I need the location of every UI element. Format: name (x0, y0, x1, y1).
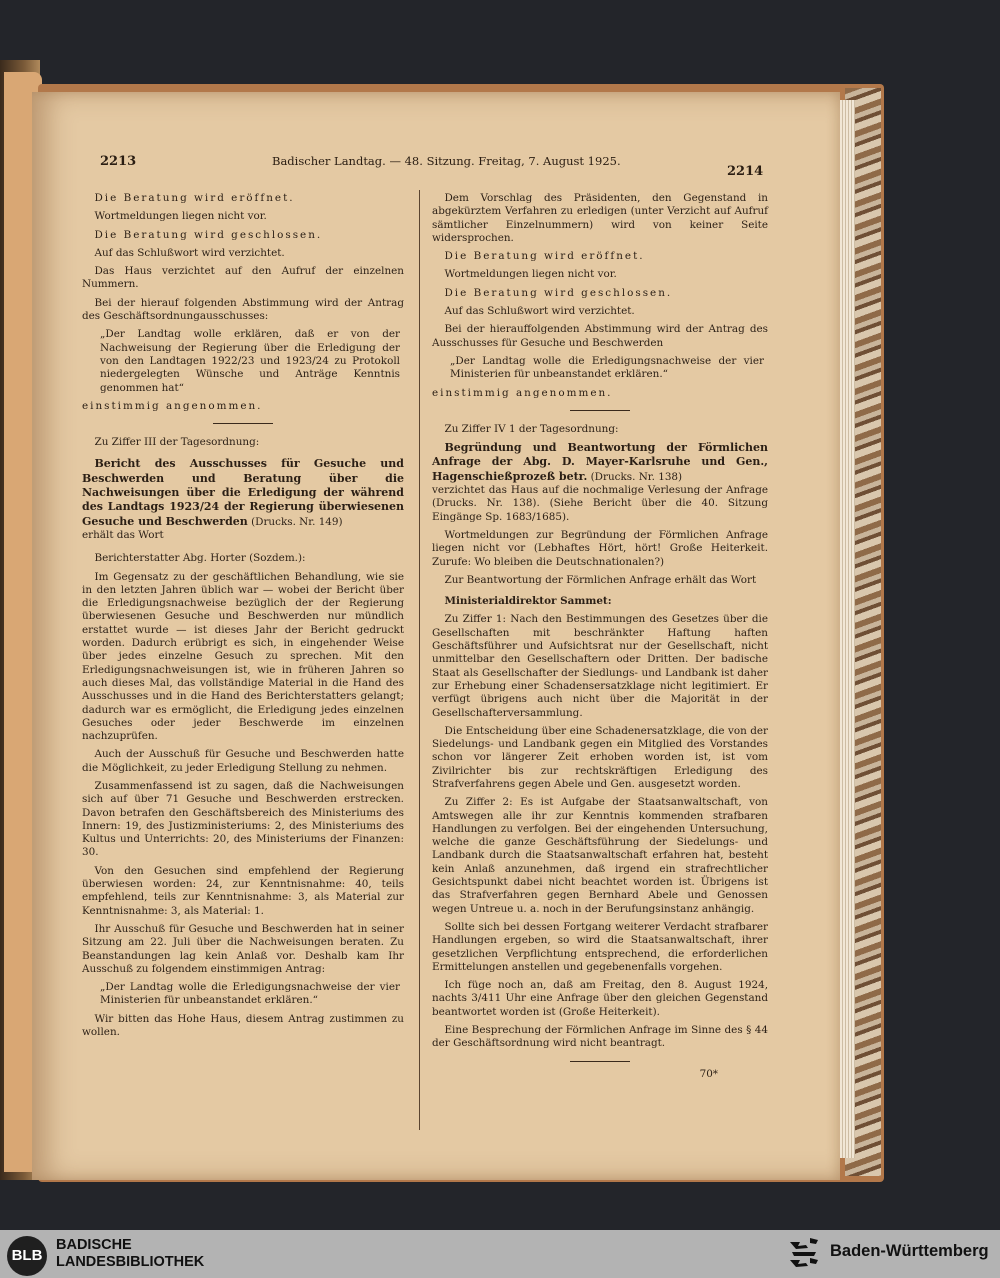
sheet-signature: 70* (699, 1067, 718, 1080)
quoted-motion: „Der Landtag wolle erklären, daß er von der Nachweisung der Regierung über die Erledigung der von den Landtagen 1922/23 und 1923/24 zu Protokoll niedergelegten Wünsche und Anträge Kenntnis genommen hat“ (100, 328, 400, 394)
text-paragraph: einstimmig angenommen. (432, 386, 613, 399)
text-paragraph: Die Beratung wird eröffnet. (444, 250, 645, 263)
text-paragraph: Sollte sich bei dessen Fortgang weiterer Verdacht strafbarer Handlungen ergeben, so wird die Staatsanwaltschaft, ihrer gesetzlichen Verpflichtung entsprechend, die erforderlichen Ermittelungen anstellen und gegebenenfalls vorgehen. (432, 920, 768, 973)
text-paragraph: Zur Beantwortung der Förmlichen Anfrage erhält das Wort (444, 573, 757, 586)
text-paragraph: Ihr Ausschuß für Gesuche und Beschwerden hat in seiner Sitzung am 22. Juli über die Nachweisungen beraten. Zu Beanstandungen lag kein Anlaß vor. Deshalb kam Ihr Ausschuß zu folgendem einstimmigen Antrag: (82, 922, 404, 975)
text-paragraph: Wortmeldungen liegen nicht vor. (444, 268, 617, 281)
text-paragraph: Bei der hierauffolgenden Abstimmung wird der Antrag des Ausschusses für Gesuche und Beschwerden (432, 323, 768, 349)
text-paragraph: Das Haus verzichtet auf den Aufruf der einzelnen Nummern. (82, 265, 404, 291)
footer-bar (0, 1230, 1000, 1278)
agenda-item-title: Begründung und Beantwortung der Förmlichen Anfrage der Abg. D. Mayer-Karlsruhe und Gen., Hagenschießprozeß betr. (Drucks. Nr. 138) (432, 441, 768, 483)
right-column (432, 192, 768, 1086)
text-paragraph: Ich füge noch an, daß am Freitag, den 8. August 1924, nachts 3/411 Uhr eine Anfrage über den gleichen Gegenstand beantwortet worden ist (Große Heiterkeit). (432, 979, 768, 1018)
agenda-heading: Zu Ziffer IV 1 der Tagesordnung: (444, 422, 619, 435)
text-paragraph: Dem Vorschlag des Präsidenten, den Gegenstand in abgekürztem Verfahren zu erledigen (unter Verzicht auf Aufruf sämtlicher Einzelnummern) wird von keiner Seite widersprochen. (432, 192, 768, 244)
left-column (82, 192, 404, 1044)
text-paragraph: Wir bitten das Hohe Haus, diesem Antrag zustimmen zu wollen. (82, 1012, 404, 1039)
column-divider (419, 190, 420, 1130)
text-paragraph: Bei der hierauf folgenden Abstimmung wird der Antrag des Geschäftsordnungausschusses: (82, 296, 404, 323)
agenda-heading: Zu Ziffer III der Tagesordnung: (94, 436, 260, 449)
section-rule (570, 410, 630, 411)
blb-logo[interactable]: BLB (7, 1236, 47, 1276)
page-number-left: 2213 (100, 154, 137, 169)
state-name: Baden-Württemberg (830, 1242, 989, 1260)
speaker-line: Ministerialdirektor Sammet: (444, 595, 612, 608)
section-rule (570, 1061, 630, 1062)
text-paragraph: einstimmig angenommen. (82, 399, 263, 412)
text-paragraph: Im Gegensatz zu der geschäftlichen Behandlung, wie sie in den letzten Jahren üblich war — wobei der Bericht über die Erledigungsnachweise bezüglich der der Regierung überwiesenen Gesuche und Beschwerden nur mündlich erstattet wurde — ist dieses Jahr der Bericht gedruckt worden. Dadurch erübrigt es sich, in eingehender Weise über jedes einzelne Gesuch zu sprechen. Mit den Erledigungsnachweisungen ist, wie in früheren Jahren so auch dieses Mal, das vollständige Material in die Hand des Ausschusses und in die Hand des Berichterstatters gelangt; dadurch war es ermöglicht, die Erledigung jedes einzelnen Gesuches oder jeder Beschwerde im einzelnen nachzuprüfen. (82, 570, 404, 743)
text-paragraph: Von den Gesuchen sind empfehlend der Regierung überwiesen worden: 24, zur Kenntnisnahme: 40, teils empfehlend, teils zur Kenntnisnahme: 3, als Material zur Kenntnisnahme: 3, als Material: 1. (82, 864, 404, 917)
text-paragraph: Die Beratung wird geschlossen. (94, 228, 323, 241)
library-name: BADISCHE LANDESBIBLIOTHEK (56, 1237, 205, 1270)
text-paragraph: Zu Ziffer 2: Es ist Aufgabe der Staatsanwaltschaft, von Amtswegen alle ihr zur Kenntnis kommenden strafbaren Handlungen zu verfolgen. Bei der eingehenden Untersuchung, welche die ganze Geschäftsführung der Siedelungs- und Landbank durch die Staatsanwaltschaft erfahren hat, besteht kein Anlaß anzunehmen, daß irgend ein strafrechtlicher Gesichtspunkt dabei nicht beachtet worden ist. Übrigens ist das Strafverfahren gegen Bernhard Abele und Genossen wegen Untreue u. a. noch in der Berufungsinstanz anhängig. (432, 796, 768, 915)
text-paragraph: Zu Ziffer 1: Nach den Bestimmungen des Gesetzes über die Gesellschaften mit beschränkter Haftung haften Geschäftsführer und Aufsichtsrat nur der Gesellschaft, nicht unmittelbar den Gesellschaftern oder Dritten. Der badische Staat als Gesellschafter der Siedlungs- und Landbank ist daher zur Erhebung einer Schadensersatzklage nicht legitimiert. Er verfügt übrigens auch nicht über die Majorität in der Gesellschafterversammlung. (432, 613, 768, 719)
text-paragraph: erhält das Wort (82, 528, 164, 541)
page-header (0, 150, 1000, 180)
text-paragraph: Eine Besprechung der Förmlichen Anfrage im Sinne des § 44 der Geschäftsordnung wird nicht beantragt. (432, 1024, 768, 1050)
baden-wuerttemberg-crest-icon (786, 1234, 822, 1274)
text-paragraph: Auf das Schlußwort wird verzichtet. (94, 246, 285, 259)
running-title: Badischer Landtag. — 48. Sitzung. Freitag, 7. August 1925. (272, 154, 621, 168)
quoted-motion: „Der Landtag wolle die Erledigungsnachweise der vier Ministerien für unbeanstandet erklären.“ (100, 981, 400, 1007)
text-paragraph: Wortmeldungen zur Begründung der Förmlichen Anfrage liegen nicht vor (Lebhaftes Hört, hört! Große Heiterkeit. Zurufe: Wo bleiben die Deutschnationalen?) (432, 528, 768, 568)
text-paragraph: verzichtet das Haus auf die nochmalige Verlesung der Anfrage (Drucks. Nr. 138). (Siehe Bericht über die 40. Sitzung Eingänge Sp. 1683/1685). (432, 484, 768, 523)
text-paragraph: Auch der Ausschuß für Gesuche und Beschwerden hatte die Möglichkeit, zu jeder Erledigung Stellung zu nehmen. (82, 748, 404, 774)
text-paragraph: Auf das Schlußwort wird verzichtet. (444, 305, 635, 318)
text-paragraph: Die Beratung wird eröffnet. (94, 192, 295, 204)
text-paragraph: Die Beratung wird geschlossen. (444, 286, 673, 299)
agenda-item-title: Bericht des Ausschusses für Gesuche und Beschwerden und Beratung über die Nachweisungen über die Erledigung der während des Landtags 1923/24 der Regierung überwiesenen Gesuche und Beschwerden (Drucks. Nr. 149) (82, 457, 404, 528)
section-rule (213, 423, 273, 424)
quoted-motion: „Der Landtag wolle die Erledigungsnachweise der vier Ministerien für unbeanstandet erklären.“ (450, 354, 764, 381)
page-number-right: 2214 (727, 164, 764, 179)
speaker-line: Berichterstatter Abg. Horter (Sozdem.): (94, 552, 306, 565)
text-paragraph: Zusammenfassend ist zu sagen, daß die Nachweisungen sich auf über 71 Gesuche und Beschwerden erstrecken. Davon betrafen den Geschäftsbereich des Ministeriums des Innern: 19, des Justizministeriums: 2, des Ministeriums des Kultus und Unterrichts: 20, des Ministeriums der Finanzen: 30. (82, 779, 404, 859)
text-paragraph: Die Entscheidung über eine Schadenersatzklage, die von der Siedelungs- und Landbank gegen ein Mitglied des Vorstandes schon vor längerer Zeit erhoben worden ist, ist vom Zivilrichter bis zur rechtskräftigen Erledigung des Strafverfahrens gegen Abele und Gen. ausgesetzt worden. (432, 724, 768, 790)
text-paragraph: Wortmeldungen liegen nicht vor. (94, 210, 267, 223)
